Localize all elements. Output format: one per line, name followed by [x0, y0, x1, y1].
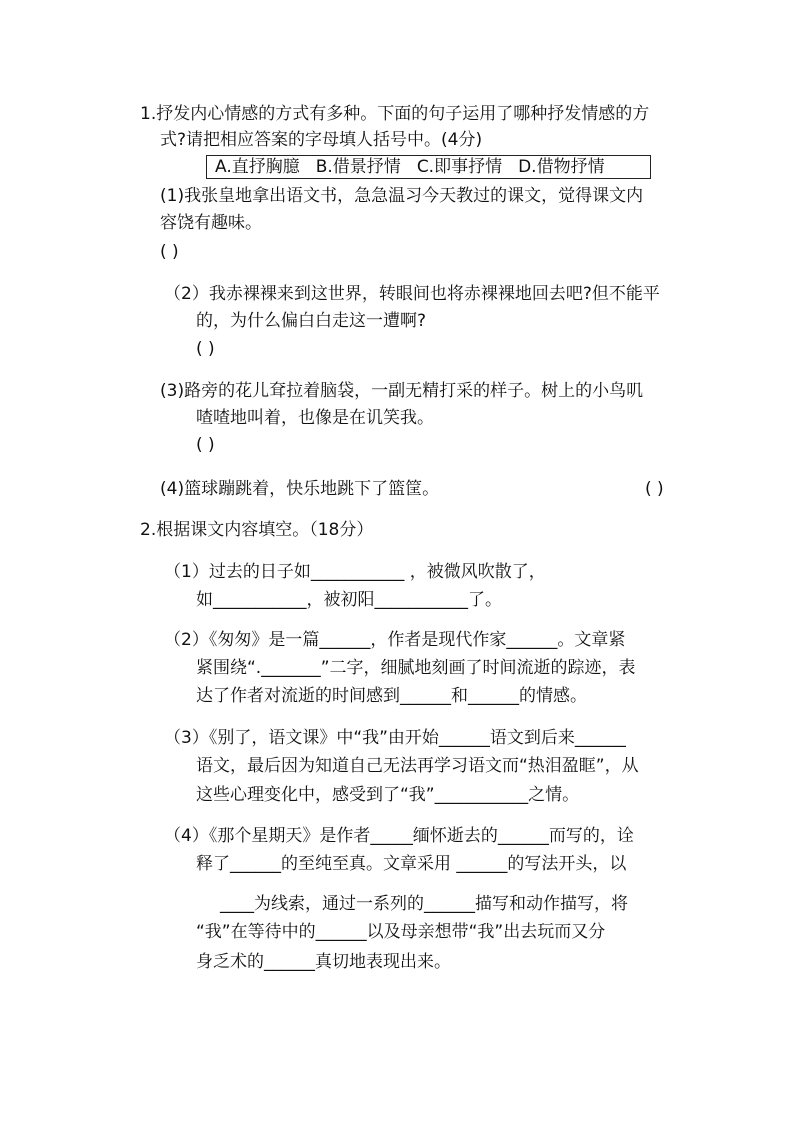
q2-p3-line2: 语文，最后因为知道自己无法再学习语文而“热泪盈眶”，从 — [196, 756, 639, 776]
q2-p2-line3: 达了作者对流逝的时间感到______和______的情感。 — [196, 686, 587, 706]
q2-p4-line4: “我”在等待中的______以及母亲想带“我”出去玩而又分 — [196, 922, 606, 942]
q1-s1-line1: (1)我张皇地拿出语文书，急急温习今天教过的课文，觉得课文内 — [160, 186, 644, 206]
q2-p4-line2: 释了______的至纯至真。文章采用 ______的写法开头，以 — [196, 854, 627, 874]
q2-p3-line1: （3）《别了，语文课》中“我”由开始______语文到后来______ — [164, 728, 626, 748]
q1-s2-line2: 的，为什么偏白白走这一遭啊? — [196, 311, 427, 331]
q1-s3-line1: (3)路旁的花儿耷拉着脑袋，一副无精打采的样子。树上的小鸟叽 — [160, 381, 644, 401]
q1-options-box — [206, 155, 651, 179]
q2-stem: 2.根据课文内容填空。（18分） — [140, 520, 374, 540]
q2-p4-line1: （4）《那个星期天》是作者_____缅怀逝去的______而写的，诠 — [164, 826, 634, 846]
q1-option-a: A.直抒胸臆 — [215, 157, 300, 177]
q1-s4-answer-paren[interactable]: ( ) — [645, 479, 664, 499]
q1-stem-line2: 式?请把相应答案的字母填人括号中。(4分) — [160, 130, 483, 150]
q1-s3-answer-paren[interactable]: ( ) — [196, 435, 215, 455]
q1-option-d: D.借物抒情 — [518, 157, 605, 177]
q1-option-b: B.借景抒情 — [315, 157, 401, 177]
q2-p2-line2: 紧围绕“._______”二字，细腻地刻画了时间流逝的踪迹，表 — [196, 658, 636, 678]
q1-option-c: C.即事抒情 — [416, 157, 503, 177]
q2-p4-line5: 身乏术的______真切地表现出来。 — [196, 952, 451, 972]
q2-p1-line1: （1）过去的日子如___________ ，被微风吹散了， — [164, 562, 546, 582]
q1-s3-line2: 喳喳地叫着，也像是在讥笑我。 — [196, 408, 434, 428]
q2-p2-line1: （2）《匆匆》是一篇______，作者是现代作家______。文章紧 — [164, 630, 626, 650]
q2-p1-line2: 如___________，被初阳___________了。 — [196, 590, 502, 610]
q2-p3-line3: 这些心理变化中，感受到了“我”___________之情。 — [196, 785, 580, 805]
q1-s4-line: (4)篮球蹦跳着，快乐地跳下了篮筐。 — [160, 479, 440, 499]
q2-p4-line3: ____为线索，通过一系列的______描写和动作描写，将 — [220, 894, 628, 914]
q1-s1-answer-paren[interactable]: ( ) — [160, 242, 179, 262]
q1-s2-answer-paren[interactable]: ( ) — [196, 339, 215, 359]
q1-s2-line1: （2）我赤裸裸来到这世界，转眼间也将赤裸裸地回去吧?但不能平 — [164, 284, 660, 304]
q1-stem-line1: 1.抒发内心情感的方式有多种。下面的句子运用了哪种抒发情感的方 — [140, 104, 650, 124]
q1-s1-line2: 容饶有趣味。 — [160, 213, 262, 233]
